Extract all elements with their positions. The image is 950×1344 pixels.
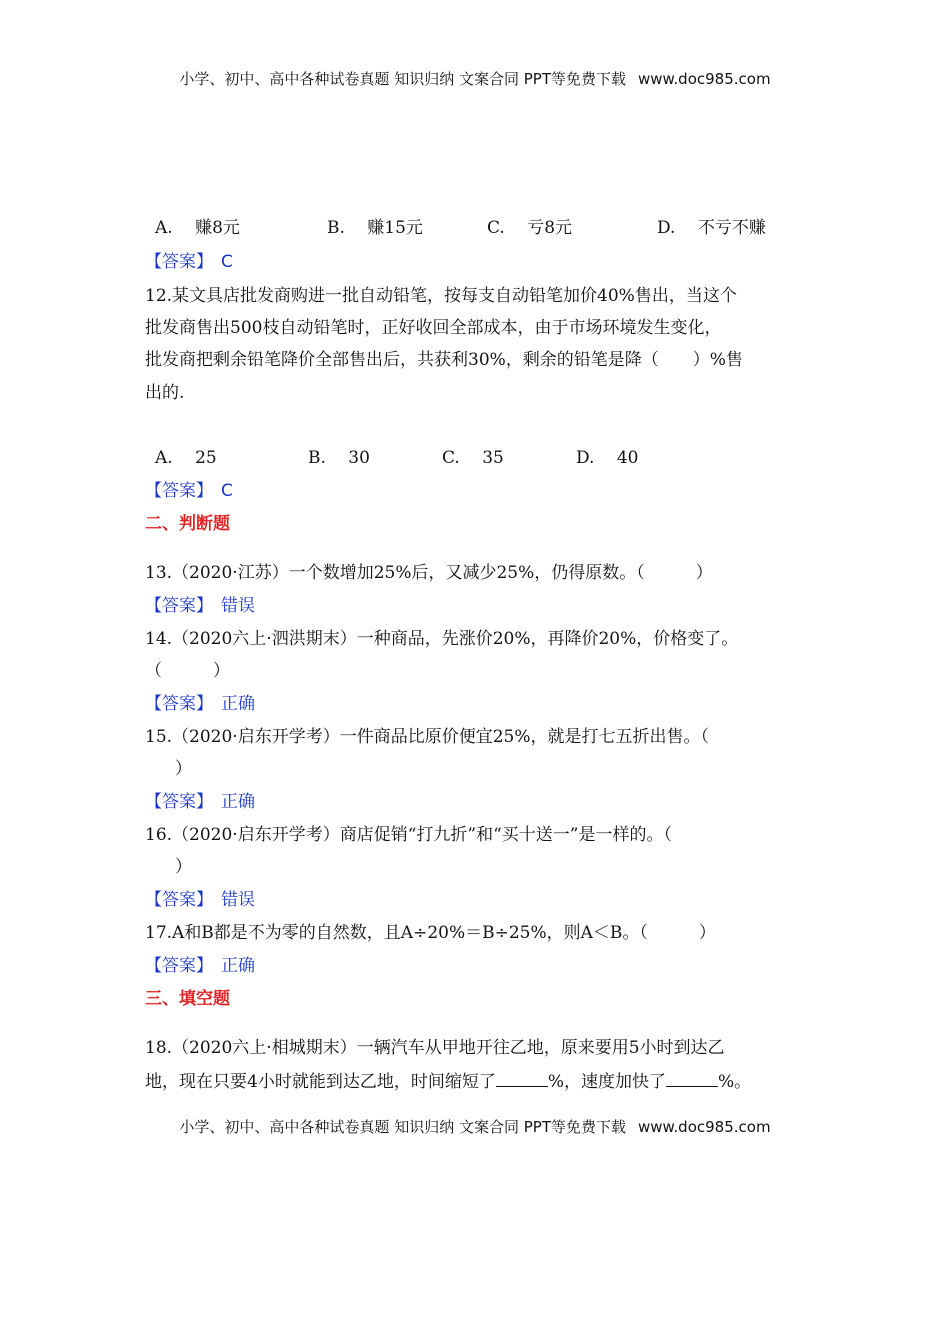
answer-label: 【答案】 bbox=[145, 252, 213, 272]
q15-answer bbox=[145, 790, 255, 814]
q18-line-1: 18.（2020六上·相城期末）一辆汽车从甲地开往乙地，原来要用5小时到达乙 bbox=[145, 1038, 725, 1058]
q13-text: 13.（2020·江苏）一个数增加25%后，又减少25%，仍得原数。（ ） bbox=[145, 563, 713, 583]
q11-option-c: C. 亏8元 bbox=[487, 218, 573, 238]
q16-text: 16.（2020·启东开学考）商店促销“打九折”和“买十送一”是一样的。（ bbox=[145, 825, 672, 845]
q12-line-1: 12.某文具店批发商购进一批自动铅笔，按每支自动铅笔加价40%售出，当这个 bbox=[145, 286, 737, 306]
header-url[interactable]: www.doc985.com bbox=[637, 70, 771, 88]
q17-answer bbox=[145, 954, 255, 978]
q11-option-b: B. 赚15元 bbox=[327, 218, 423, 238]
q18-text-a: 地，现在只要4小时就能到达乙地，时间缩短了 bbox=[145, 1072, 496, 1092]
q12-option-a: A. 25 bbox=[155, 448, 217, 468]
q11-option-a: A. 赚8元 bbox=[155, 218, 240, 238]
q18-blank-time[interactable] bbox=[496, 1068, 548, 1087]
page-header bbox=[0, 68, 950, 89]
page-footer bbox=[0, 1116, 950, 1137]
q16-answer bbox=[145, 888, 255, 912]
q16-cont: ） bbox=[175, 857, 192, 877]
q12-option-d: D. 40 bbox=[576, 448, 639, 468]
answer-value: 错误 bbox=[221, 890, 255, 910]
footer-text: 小学、初中、高中各种试卷真题 知识归纳 文案合同 PPT等免费下载 bbox=[179, 1118, 626, 1136]
q18-blank-speed[interactable] bbox=[666, 1068, 718, 1087]
answer-label: 【答案】 bbox=[145, 792, 213, 812]
q11-option-d: D. 不亏不赚 bbox=[657, 218, 766, 238]
answer-label: 【答案】 bbox=[145, 890, 213, 910]
q12-line-3: 批发商把剩余铅笔降价全部售出后，共获利30%，剩余的铅笔是降（ ）%售 bbox=[145, 350, 743, 370]
answer-label: 【答案】 bbox=[145, 956, 213, 976]
section-fill-blank-title: 三、填空题 bbox=[145, 989, 230, 1009]
answer-value: C bbox=[221, 481, 233, 501]
answer-value: 正确 bbox=[221, 956, 255, 976]
q12-line-4: 出的. bbox=[145, 383, 185, 403]
q12-line-2: 批发商售出500枝自动铅笔时，正好收回全部成本，由于市场环境发生变化， bbox=[145, 318, 722, 338]
answer-value: 错误 bbox=[221, 596, 255, 616]
q15-cont: ） bbox=[175, 759, 192, 779]
q12-option-c: C. 35 bbox=[442, 448, 504, 468]
q17-text: 17.A和B都是不为零的自然数，且A÷20%＝B÷25%，则A＜B。（ ） bbox=[145, 923, 716, 943]
q12-option-b: B. 30 bbox=[308, 448, 370, 468]
answer-label: 【答案】 bbox=[145, 596, 213, 616]
footer-url[interactable]: www.doc985.com bbox=[637, 1118, 771, 1136]
answer-label: 【答案】 bbox=[145, 481, 213, 501]
q14-cont: （ ） bbox=[145, 661, 230, 681]
q13-answer bbox=[145, 594, 255, 618]
answer-value: 正确 bbox=[221, 792, 255, 812]
q11-answer bbox=[145, 250, 233, 274]
header-text: 小学、初中、高中各种试卷真题 知识归纳 文案合同 PPT等免费下载 bbox=[179, 70, 626, 88]
q14-answer bbox=[145, 692, 255, 716]
q18-text-c: %。 bbox=[717, 1072, 752, 1092]
answer-label: 【答案】 bbox=[145, 694, 213, 714]
q12-answer bbox=[145, 479, 233, 503]
q15-text: 15.（2020·启东开学考）一件商品比原价便宜25%，就是打七五折出售。（ bbox=[145, 727, 709, 747]
answer-value: 正确 bbox=[221, 694, 255, 714]
answer-value: C bbox=[221, 252, 233, 272]
q18-line-2 bbox=[145, 1068, 751, 1094]
q14-text: 14.（2020六上·泗洪期末）一种商品，先涨价20%，再降价20%，价格变了。 bbox=[145, 629, 739, 649]
q18-text-b: %，速度加快了 bbox=[547, 1072, 666, 1092]
section-judgement-title: 二、判断题 bbox=[145, 514, 230, 534]
